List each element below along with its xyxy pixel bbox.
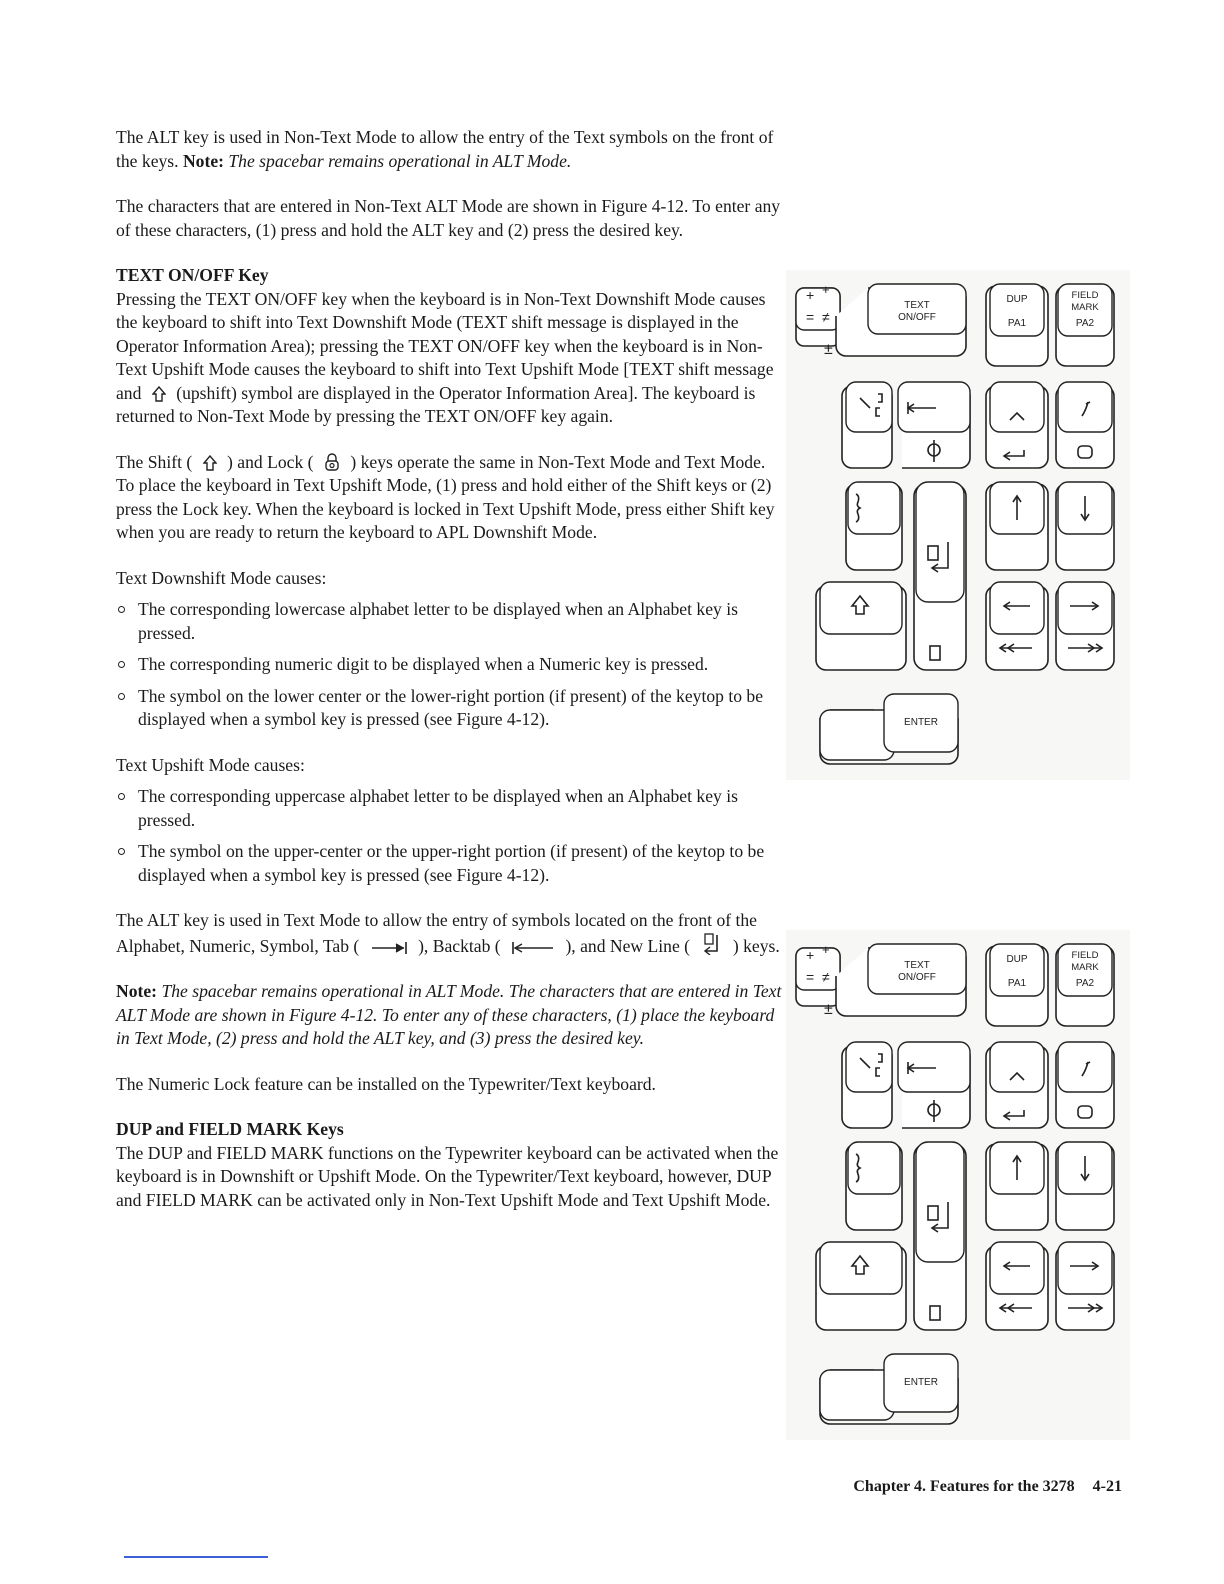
alt-nontext-paragraph: [116, 126, 786, 173]
alt-text-c: ), and New Line (: [565, 935, 691, 956]
note-text: The spacebar remains operational in ALT Mode.: [228, 150, 572, 171]
dup-key-label: DUP: [1006, 954, 1028, 965]
enter-key-label: ENTER: [904, 1377, 938, 1388]
footer-rule: [124, 1556, 268, 1558]
alt-text-d: ) keys.: [732, 935, 780, 956]
keyboard-figure-top: [786, 270, 1130, 780]
enter-key-label: ENTER: [904, 717, 938, 728]
pa2-key-label: PA2: [1075, 318, 1095, 329]
note2-label: Note:: [116, 981, 158, 1001]
page-number: 4-21: [1092, 1478, 1122, 1495]
text-onoff-key-label-2: ON/OFF: [898, 312, 936, 323]
upshift-icon: [152, 386, 166, 402]
downshift-list: [116, 598, 786, 732]
alt-text-a: The ALT key is used in Text Mode to allow the entry of symbols located on the front of the Alphabet, Numeric, Symbol, Tab (: [116, 910, 757, 956]
footer-chapter: Chapter 4. Features for the 3278: [853, 1478, 1075, 1495]
text-onoff-key-label-1: TEXT: [904, 300, 930, 311]
upshift-list: [116, 785, 786, 887]
note2-text: The spacebar remains operational in ALT Mode. The characters that are entered in Text ALT Mode are shown in Figure 4-12. To enter any of these characters, (1) place the keyboard in Text Mode, (2) press and hold the ALT key, and (3) press the desired key.: [116, 981, 782, 1048]
pa1-key-label: PA1: [1007, 318, 1027, 329]
plus-key-label-2: +: [822, 942, 830, 957]
note2-paragraph: [116, 980, 786, 1051]
lock-icon: [324, 453, 340, 471]
new-line-icon: [700, 933, 722, 955]
main-text: [116, 126, 786, 1234]
tab-icon: [370, 941, 408, 955]
list-item: The corresponding uppercase alphabet letter to be displayed when an Alphabet key is pressed.: [116, 785, 786, 832]
alt-text-paragraph: [116, 909, 786, 958]
page-footer: [853, 1478, 1122, 1496]
numeric-lock-paragraph: The Numeric Lock feature can be installed on the Typewriter/Text keyboard.: [116, 1073, 656, 1094]
shift-lock-text-b: ) and Lock (: [227, 451, 314, 472]
upshift-intro: Text Upshift Mode causes:: [116, 754, 305, 775]
pa2-key-label: PA2: [1075, 978, 1095, 989]
alt-nontext-text: The ALT key is used in Non-Text Mode to allow the entry of the Text symbols on the front of the keys.: [116, 127, 774, 171]
plus-minus-key-label: ±: [824, 1001, 833, 1018]
field-mark-key-label-2: MARK: [1071, 962, 1099, 973]
field-mark-key-label-1: FIELD: [1071, 290, 1099, 301]
equals-key-label: =: [806, 969, 815, 985]
not-equal-key-label: ≠: [822, 309, 830, 325]
plus-minus-key-label: ±: [824, 341, 833, 358]
shift-icon: [203, 455, 217, 471]
alt-text-b: ), Backtab (: [418, 935, 501, 956]
shift-lock-paragraph: [116, 451, 786, 545]
dup-field-body: The DUP and FIELD MARK functions on the Typewriter keyboard can be activated when the keyboard is in Downshift or Upshift Mode. On the Typewriter/Text keyboard, however, DUP and FIELD MARK can be activated only in Non-Text Upshift Mode and Text Upshift Mode.: [116, 1142, 779, 1210]
pa1-key-label: PA1: [1007, 978, 1027, 989]
text-onoff-body-b: (upshift) symbol are displayed in the Operator Information Area]. The keyboard is returned to Non-Text Mode by pressing the TEXT ON/OFF key again.: [116, 382, 756, 426]
text-onoff-heading: TEXT ON/OFF Key: [116, 265, 269, 285]
list-item: The symbol on the upper-center or the upper-right portion (if present) of the keytop to be displayed when a symbol key is pressed (see Figure 4-12).: [116, 840, 786, 887]
text-onoff-key-label-1: TEXT: [904, 960, 930, 971]
plus-key-label: +: [806, 287, 815, 303]
shift-lock-text-c: ) keys operate the same in Non-Text Mode and Text Mode. To place the keyboard in Text Upshift Mode, (1) press and hold either of the Shift keys or (2) press the Lock key. When the keyboard is locked in Text Upshift Mode, press either Shift key when you are ready to return the keyboard to APL Downshift Mode.: [116, 451, 775, 542]
dup-key-label: DUP: [1006, 294, 1028, 305]
alt-characters-paragraph: The characters that are entered in Non-Text ALT Mode are shown in Figure 4-12. To enter any of these characters, (1) press and hold the ALT key and (2) press the desired key.: [116, 196, 781, 240]
text-onoff-body-a: Pressing the TEXT ON/OFF key when the keyboard is in Non-Text Downshift Mode causes the keyboard to shift into Text Downshift Mode (TEXT shift message is displayed in the Operator Information Area); pressing the TEXT ON/OFF key when the keyboard is in Non-Text Upshift Mode causes the keyboard to shift into Text Upshift Mode [TEXT shift message and: [116, 288, 774, 403]
note-label: Note:: [182, 150, 224, 171]
shift-lock-text-a: The Shift (: [116, 451, 193, 472]
text-onoff-section: [116, 264, 786, 429]
plus-key-label-2: +: [822, 282, 830, 297]
not-equal-key-label: ≠: [822, 969, 830, 985]
equals-key-label: =: [806, 309, 815, 325]
downshift-intro: Text Downshift Mode causes:: [116, 567, 327, 588]
dup-field-heading: DUP and FIELD MARK Keys: [116, 1119, 344, 1139]
dup-field-section: [116, 1118, 786, 1212]
keyboard-figure-bottom: [786, 930, 1130, 1440]
backtab-icon: [511, 941, 555, 955]
list-item: The symbol on the lower center or the lower-right portion (if present) of the keytop to be displayed when a symbol key is pressed (see Figure 4-12).: [116, 685, 786, 732]
text-onoff-key-label-2: ON/OFF: [898, 972, 936, 983]
list-item: The corresponding lowercase alphabet letter to be displayed when an Alphabet key is pressed.: [116, 598, 786, 645]
list-item: The corresponding numeric digit to be displayed when a Numeric key is pressed.: [116, 653, 786, 677]
field-mark-key-label-2: MARK: [1071, 302, 1099, 313]
field-mark-key-label-1: FIELD: [1071, 950, 1099, 961]
plus-key-label: +: [806, 947, 815, 963]
